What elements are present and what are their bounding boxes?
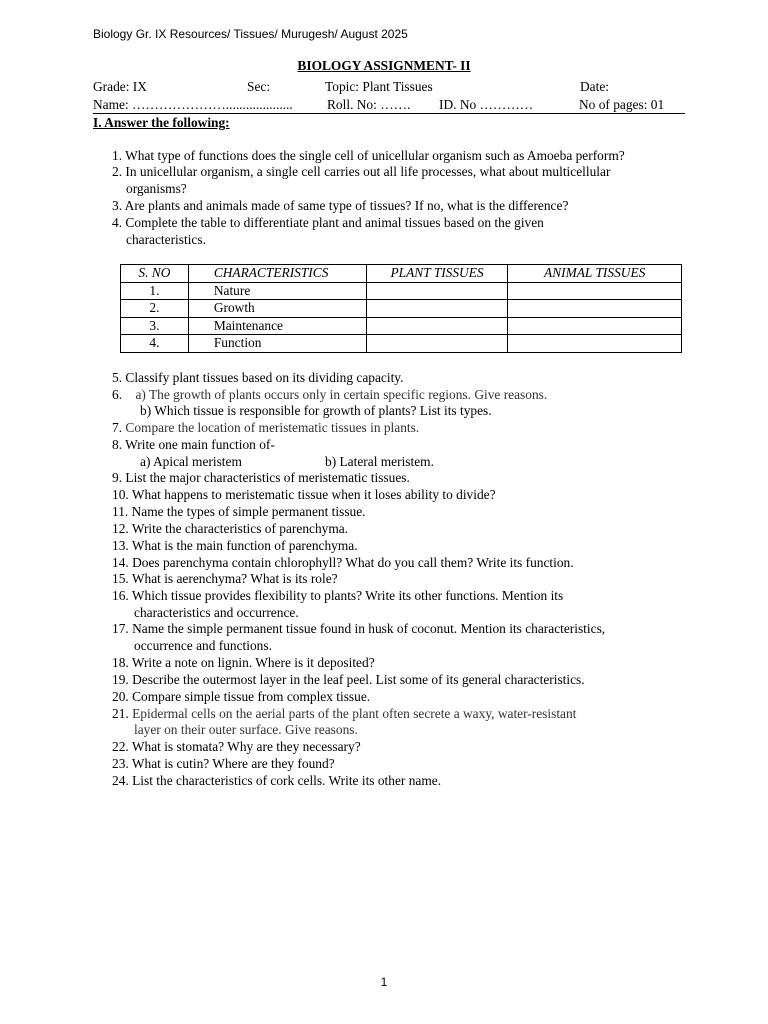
question-2: 2. In unicellular organism, a single cell carries out all life processes, what about multicellular	[112, 164, 611, 179]
table-header-characteristics: CHARACTERISTICS	[188, 265, 366, 283]
question-23: 23. What is cutin? Where are they found?	[112, 756, 335, 771]
question-20: 20. Compare simple tissue from complex tissue.	[112, 689, 371, 704]
question-9: 9. List the major characteristics of meristematic tissues.	[112, 470, 410, 485]
section-label: Sec:	[247, 79, 271, 94]
section-heading: I. Answer the following:	[93, 115, 230, 130]
table-row: 3. Maintenance	[121, 317, 682, 335]
question-12: 12. Write the characteristics of parenchyma.	[112, 521, 349, 536]
table-header-row	[121, 265, 682, 283]
question-4-cont: characteristics.	[126, 232, 206, 247]
topic-label: Topic: Plant Tissues	[325, 79, 433, 94]
tissue-comparison-table	[120, 264, 682, 353]
question-13: 13. What is the main function of parenchyma.	[112, 538, 358, 553]
question-17-cont: occurrence and functions.	[134, 638, 272, 653]
question-17: 17. Name the simple permanent tissue found in husk of coconut. Mention its characteristics,	[112, 621, 606, 636]
roll-no-field: Roll. No: …….	[327, 97, 411, 112]
table-header-sno: S. NO	[121, 265, 189, 283]
name-field: Name: …………………....................	[93, 97, 293, 112]
question-6: 6. a) The growth of plants occurs only in certain specific regions. Give reasons.	[112, 387, 548, 402]
question-11: 11. Name the types of simple permanent tissue.	[112, 504, 366, 519]
table-row: 1. Nature	[121, 282, 682, 300]
date-label: Date:	[580, 79, 609, 94]
question-14: 14. Does parenchyma contain chlorophyll? What do you call them? Write its function.	[112, 555, 574, 570]
question-16: 16. Which tissue provides flexibility to plants? Write its other functions. Mention its	[112, 588, 564, 603]
table-row: 4. Function	[121, 335, 682, 353]
assignment-title: BIOLOGY ASSIGNMENT- II	[297, 58, 471, 73]
question-10: 10. What happens to meristematic tissue when it loses ability to divide?	[112, 487, 496, 502]
question-21-cont: layer on their outer surface. Give reasons.	[134, 722, 358, 737]
table-header-animal: ANIMAL TISSUES	[508, 265, 682, 283]
question-1: 1. What type of functions does the single cell of unicellular organism such as Amoeba perform?	[112, 148, 625, 163]
page-number: 1	[380, 975, 388, 989]
running-header: Biology Gr. IX Resources/ Tissues/ Murugesh/ August 2025	[93, 27, 408, 41]
table-row: 2. Growth	[121, 300, 682, 318]
question-3: 3. Are plants and animals made of same type of tissues? If no, what is the difference?	[112, 198, 569, 213]
question-15: 15. What is aerenchyma? What is its role?	[112, 571, 338, 586]
question-22: 22. What is stomata? Why are they necessary?	[112, 739, 361, 754]
question-16-cont: characteristics and occurrence.	[134, 605, 299, 620]
question-2-cont: organisms?	[126, 181, 187, 196]
question-8-a: a) Apical meristem	[140, 454, 242, 469]
question-19: 19. Describe the outermost layer in the leaf peel. List some of its general characteristics.	[112, 672, 585, 687]
question-18: 18. Write a note on lignin. Where is it deposited?	[112, 655, 375, 670]
question-21: 21. Epidermal cells on the aerial parts of the plant often secrete a waxy, water-resistant	[112, 706, 577, 721]
grade-label: Grade: IX	[93, 79, 147, 94]
question-4: 4. Complete the table to differentiate plant and animal tissues based on the given	[112, 215, 544, 230]
pages-field: No of pages: 01	[579, 97, 665, 112]
table-header-plant: PLANT TISSUES	[366, 265, 508, 283]
question-6-b: b) Which tissue is responsible for growth of plants? List its types.	[140, 403, 492, 418]
question-8-b: b) Lateral meristem.	[325, 454, 434, 469]
question-5: 5. Classify plant tissues based on its dividing capacity.	[112, 370, 404, 385]
question-24: 24. List the characteristics of cork cells. Write its other name.	[112, 773, 442, 788]
question-8: 8. Write one main function of-	[112, 437, 275, 452]
id-no-field: ID. No …………	[439, 97, 534, 112]
question-7: 7. Compare the location of meristematic tissues in plants.	[112, 420, 420, 435]
